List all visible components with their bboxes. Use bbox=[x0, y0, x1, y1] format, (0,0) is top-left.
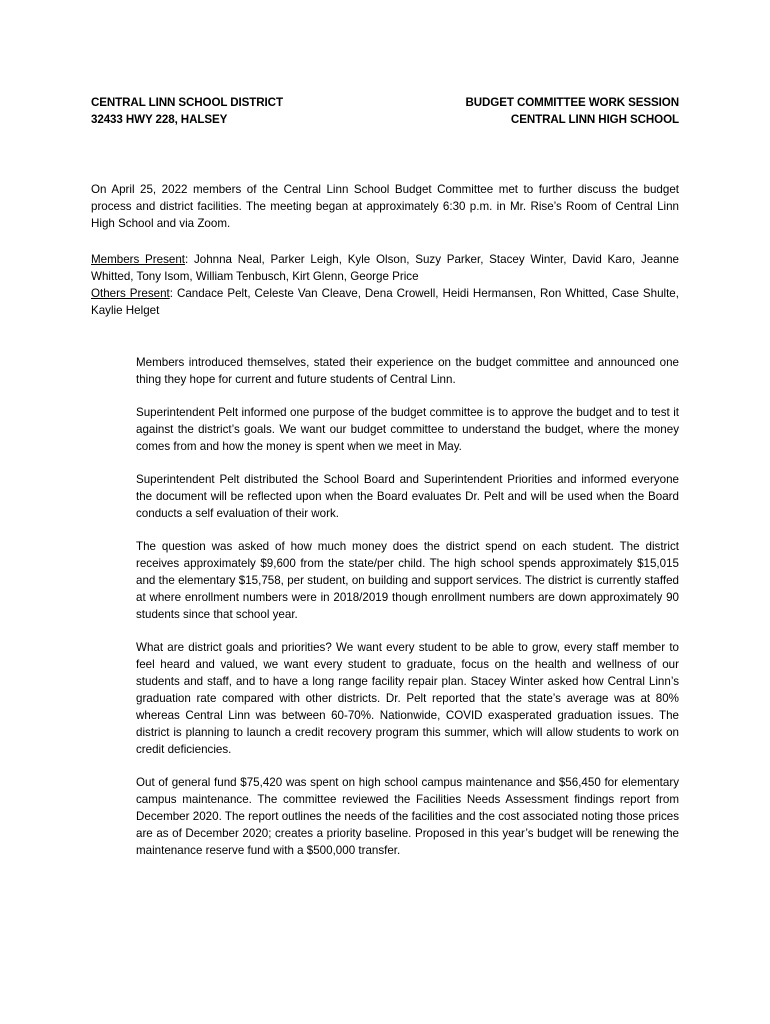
district-block bbox=[91, 94, 283, 128]
minutes-paragraph: Superintendent Pelt distributed the School Board and Superintendent Priorities and informed everyone the document will be reflected upon when the Board evaluates Dr. Pelt and will be used when the Board conducts a self evaluation of their work. bbox=[136, 473, 679, 520]
district-name: CENTRAL LINN SCHOOL DISTRICT bbox=[91, 96, 283, 109]
others-present-label: Others Present bbox=[91, 287, 170, 300]
meeting-block bbox=[465, 94, 679, 128]
minutes-paragraph: The question was asked of how much money does the district spend on each student. The district receives approximately $9,600 from the state/per child. The high school spends approximately $15,015 and the elementary $15,758, per student, on building and support services. The district is currently staffed at where enrollment numbers were in 2018/2019 though enrollment numbers are down approximately 90 students since that school year. bbox=[136, 540, 679, 621]
attendance-section bbox=[91, 251, 679, 319]
minutes-paragraph: Members introduced themselves, stated their experience on the budget committee and announced one thing they hope for current and future students of Central Linn. bbox=[136, 356, 679, 386]
members-present-label: Members Present bbox=[91, 253, 185, 266]
letterhead bbox=[91, 94, 679, 128]
minutes-body bbox=[136, 354, 679, 875]
others-present-list: : Candace Pelt, Celeste Van Cleave, Dena Crowell, Heidi Hermansen, Ron Whitted, Case Shulte, Kaylie Helget bbox=[91, 287, 679, 317]
minutes-paragraph: What are district goals and priorities? We want every student to be able to grow, every staff member to feel heard and valued, we want every student to graduate, focus on the health and wellness of our students and staff, and to have a long range facility repair plan. Stacey Winter asked how Central Linn’s graduation rate compared with other districts. Dr. Pelt reported that the state’s average was at 80% whereas Central Linn was between 60-70%. Nationwide, COVID exasperated graduation issues. The district is planning to launch a credit recovery program this summer, which will allow students to work on credit deficiencies. bbox=[136, 641, 679, 756]
intro-paragraph: On April 25, 2022 members of the Central Linn School Budget Committee met to further discuss the budget process and district facilities. The meeting began at approximately 6:30 p.m. in Mr. Rise’s Room of Central Linn High School and via Zoom. bbox=[91, 183, 679, 230]
members-present-list: : Johnna Neal, Parker Leigh, Kyle Olson, Suzy Parker, Stacey Winter, David Karo, Jeanne Whitted, Tony Isom, William Tenbusch, Kirt Glenn, George Price bbox=[91, 253, 679, 283]
meeting-location: CENTRAL LINN HIGH SCHOOL bbox=[510, 113, 679, 126]
minutes-paragraph: Superintendent Pelt informed one purpose of the budget committee is to approve the budget and to test it against the district’s goals. We want our budget committee to understand the budget, where the money comes from and how the money is spent when we meet in May. bbox=[136, 406, 679, 453]
district-address: 32433 HWY 228, HALSEY bbox=[91, 113, 228, 126]
minutes-paragraph: Out of general fund $75,420 was spent on high school campus maintenance and $56,450 for elementary campus maintenance. The committee reviewed the Facilities Needs Assessment findings report from December 2020. The report outlines the needs of the facilities and the cost associated noting those prices are as of December 2020; creates a priority baseline. Proposed in this year’s budget will be renewing the maintenance reserve fund with a $500,000 transfer. bbox=[136, 776, 679, 857]
meeting-title: BUDGET COMMITTEE WORK SESSION bbox=[465, 96, 679, 109]
